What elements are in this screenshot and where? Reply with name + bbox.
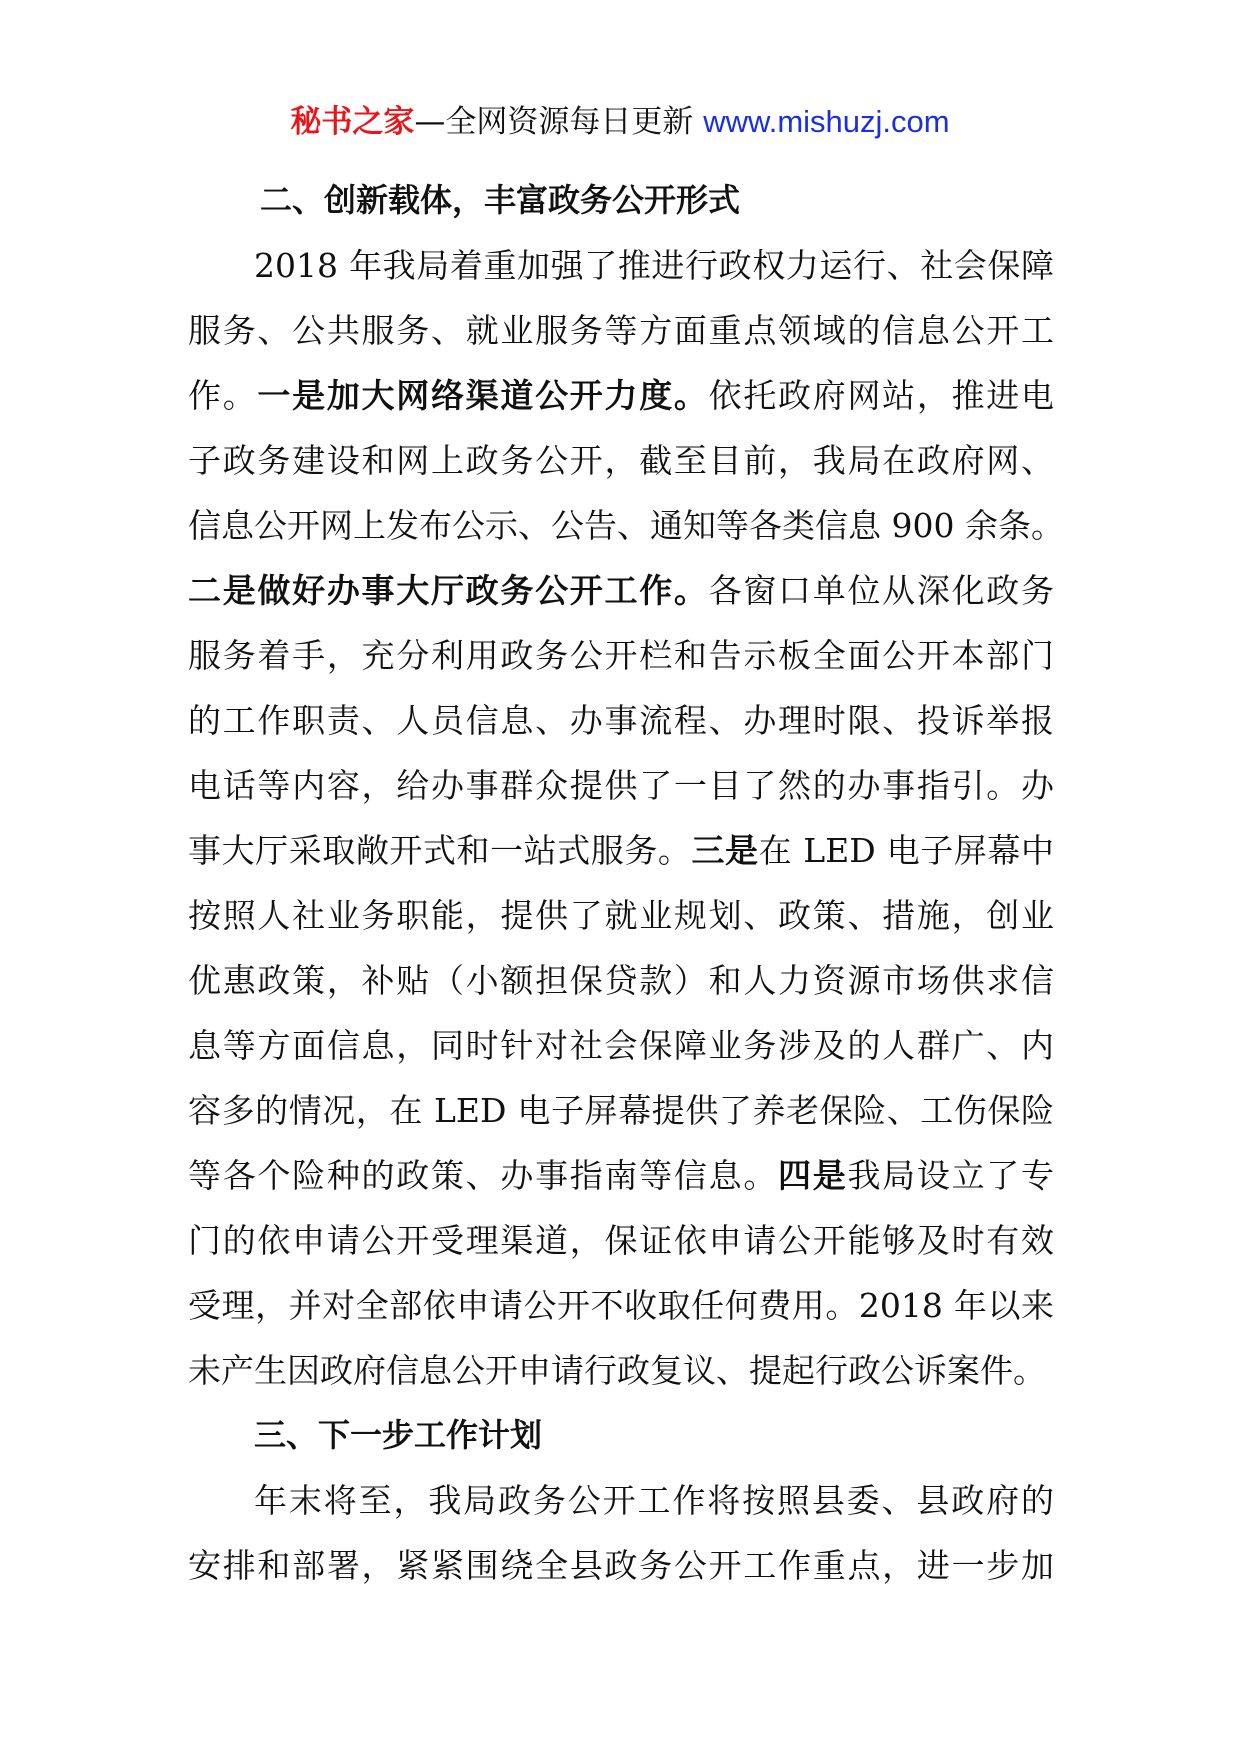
- brand-name: 秘书之家: [290, 104, 415, 140]
- paragraph-line: 子政务建设和网上政务公开，截至目前，我局在政府网、: [188, 441, 1054, 480]
- paragraph-line: 服务着手，充分利用政务公开栏和告示板全面公开本部门: [188, 636, 1054, 675]
- paragraph-line: 二是做好办事大厅政务公开工作。各窗口单位从深化政务: [188, 571, 1055, 610]
- paragraph-line: 2018 年我局着重加强了推进行政权力运行、社会保障: [254, 246, 1054, 285]
- paragraph-line: 事大厅采取敞开式和一站式服务。三是在 LED 电子屏幕中: [188, 831, 1055, 870]
- header-banner: [0, 102, 1240, 142]
- paragraph-line: 受理，并对全部依申请公开不收取任何费用。2018 年以来: [188, 1286, 1054, 1325]
- section-heading-2: 二、创新载体，丰富政务公开形式: [260, 181, 741, 219]
- paragraph-line: 电话等内容，给办事群众提供了一目了然的办事指引。办: [188, 766, 1054, 805]
- paragraph-line: 等各个险种的政策、办事指南等信息。四是我局设立了专: [188, 1156, 1055, 1195]
- paragraph-line: 服务、公共服务、就业服务等方面重点领域的信息公开工: [188, 311, 1054, 350]
- paragraph-line: 门的依申请公开受理渠道，保证依申请公开能够及时有效: [188, 1221, 1054, 1260]
- paragraph-line: 容多的情况，在 LED 电子屏幕提供了养老保险、工伤保险: [188, 1091, 1054, 1130]
- paragraph-line: 作。一是加大网络渠道公开力度。依托政府网站，推进电: [188, 376, 1055, 415]
- paragraph-line: 年末将至，我局政务公开工作将按照县委、县政府的: [254, 1481, 1054, 1520]
- emphasis-point-2: 二是做好办事大厅政务公开工作。: [188, 571, 709, 610]
- header-tagline: —全网资源每日更新: [414, 104, 704, 140]
- paragraph-line: 的工作职责、人员信息、办事流程、办理时限、投诉举报: [188, 701, 1054, 740]
- paragraph-line: 未产生因政府信息公开申请行政复议、提起行政公诉案件。: [188, 1351, 1046, 1390]
- section-heading-3: 三、下一步工作计划: [254, 1416, 543, 1454]
- paragraph-line: 息等方面信息，同时针对社会保障业务涉及的人群广、内: [188, 1026, 1054, 1065]
- paragraph-line: 优惠政策，补贴（小额担保贷款）和人力资源市场供求信: [188, 961, 1054, 1000]
- site-url-link[interactable]: www.mishuzj.com: [703, 104, 950, 139]
- paragraph-line: 安排和部署，紧紧围绕全县政务公开工作重点，进一步加: [188, 1546, 1054, 1585]
- emphasis-point-4: 四是: [778, 1156, 848, 1195]
- emphasis-point-3: 三是: [691, 831, 759, 870]
- paragraph-line: 信息公开网上发布公示、公告、通知等各类信息 900 余条。: [188, 506, 1064, 545]
- paragraph-line: 按照人社业务职能，提供了就业规划、政策、措施，创业: [188, 896, 1054, 935]
- document-body: [188, 168, 1064, 1598]
- emphasis-point-1: 一是加大网络渠道公开力度。: [257, 376, 709, 415]
